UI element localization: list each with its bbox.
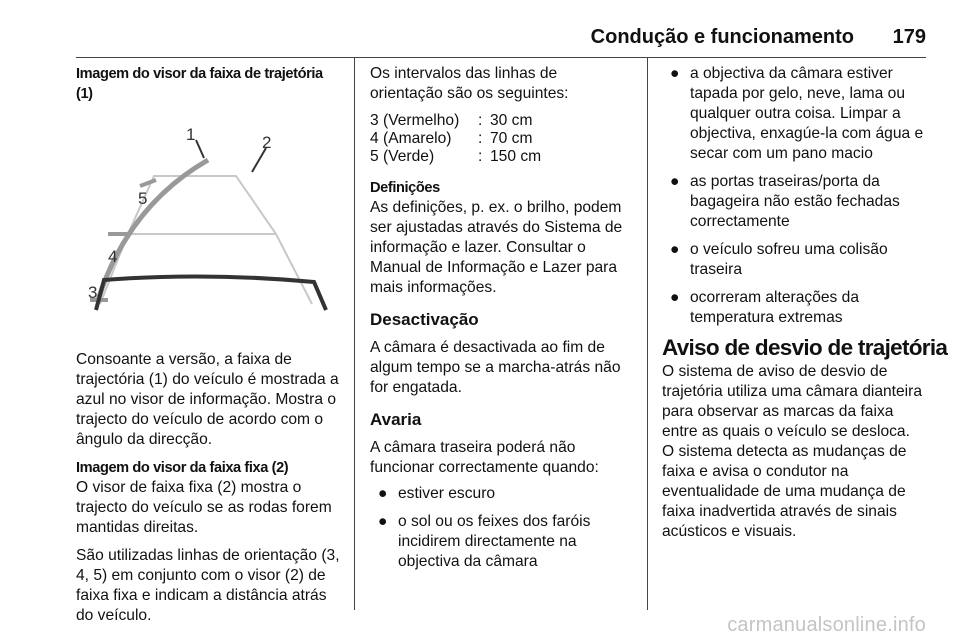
header-rule (76, 57, 926, 58)
interval-separator: : (478, 148, 483, 165)
heading-trajectory-display: Imagem do visor da faixa de trajetória (1) (76, 66, 323, 102)
list-item-text: as portas traseiras/porta da bagageira não estão fechadas correctamente (690, 173, 900, 230)
list-item (662, 172, 926, 232)
paragraph-settings: As definições, p. ex. o brilho, podem ser ajustadas através do Sistema de informação e lazer. Consultar o Manual de Informação e Lazer para mais informações. (370, 199, 623, 296)
label-4: 4 (108, 247, 118, 266)
paragraph-trajectory: Consoante a versão, a faixa de trajectória (1) do veículo é mostrada a azul no visor de informação. Mostra o trajecto do veículo de acordo com o ângulo da direcção. (76, 351, 339, 448)
column-divider-2 (647, 58, 648, 610)
interval-separator: : (478, 112, 483, 129)
fault-list (370, 484, 632, 572)
footer-watermark: carmanualsonline.info (727, 614, 926, 636)
fault-list-continued (662, 64, 926, 328)
heading-settings: Definições (370, 180, 440, 196)
paragraph-fault: A câmara traseira poderá não funcionar correctamente quando: (370, 439, 599, 476)
guide-lines-diagram (76, 114, 340, 334)
page-header (76, 26, 926, 56)
column-1 (76, 64, 340, 626)
label-5: 5 (138, 189, 148, 208)
heading-fixed-lane: Imagem do visor da faixa fixa (2) (76, 460, 289, 476)
bullet-icon: ● (670, 289, 680, 306)
parking-guide-figure (76, 114, 340, 334)
list-item-text: o sol ou os feixes dos faróis incidirem directamente na objectiva da câmara (398, 513, 591, 570)
label-3: 3 (88, 283, 98, 302)
paragraph-guide-lines: São utilizadas linhas de orientação (3, 4, 5) em conjunto com o visor (2) de faixa fixa e indicam a distância atrás do veículo. (76, 547, 340, 624)
list-item (370, 512, 632, 572)
list-item-text: a objectiva da câmara estiver tapada por gelo, neve, lama ou qualquer outra coisa. Limpar a objectiva, enxagúe-la com água e secar com um pano macio (690, 65, 924, 162)
interval-row (370, 112, 541, 130)
interval-value: 70 cm (490, 130, 533, 147)
bullet-icon: ● (670, 241, 680, 258)
heading-fault: Avaria (370, 410, 422, 429)
bullet-icon: ● (670, 65, 680, 82)
figure-background (76, 114, 340, 334)
column-2 (370, 64, 632, 580)
interval-value: 150 cm (490, 148, 542, 165)
column-divider-1 (354, 58, 355, 610)
list-item (370, 484, 632, 504)
label-2: 2 (262, 133, 272, 152)
list-item-text: estiver escuro (398, 485, 496, 502)
intervals-table (370, 112, 541, 166)
heading-lane-departure: Aviso de desvio de trajetória (662, 335, 948, 360)
paragraph-intervals-intro: Os intervalos das linhas de orientação são os seguintes: (370, 65, 569, 102)
list-item (662, 288, 926, 328)
paragraph-fixed-lane: O visor de faixa fixa (2) mostra o trajecto do veículo se as rodas forem mantidas direitas. (76, 479, 332, 536)
interval-value: 30 cm (490, 112, 533, 129)
column-3 (662, 64, 948, 542)
list-item (662, 64, 926, 164)
interval-label: 3 (Vermelho) (370, 112, 460, 129)
bullet-icon: ● (378, 513, 388, 530)
interval-row (370, 130, 541, 148)
label-1: 1 (186, 125, 196, 144)
list-item-text: ocorreram alterações da temperatura extremas (690, 289, 860, 326)
interval-label: 5 (Verde) (370, 148, 435, 165)
interval-separator: : (478, 130, 483, 147)
bullet-icon: ● (378, 485, 388, 502)
section-title: Condução e funcionamento (590, 26, 854, 48)
heading-deactivation: Desactivação (370, 310, 479, 329)
list-item-text: o veículo sofreu uma colisão traseira (690, 241, 888, 278)
interval-row (370, 148, 541, 166)
page-number: 179 (892, 26, 926, 48)
list-item (662, 240, 926, 280)
paragraph-lane-departure: O sistema de aviso de desvio de trajetória utiliza uma câmara dianteira para observar as marcas da faixa entre as quais o veículo se desloca. O sistema detecta as mudanças de faixa e avisa o condutor na eventualidade de uma mudança de faixa inadvertida através de sinais acústicos e visuais. (662, 363, 923, 540)
interval-label: 4 (Amarelo) (370, 130, 452, 147)
bullet-icon: ● (670, 173, 680, 190)
paragraph-deactivation: A câmara é desactivada ao fim de algum tempo se a marcha-atrás não for engatada. (370, 339, 621, 396)
